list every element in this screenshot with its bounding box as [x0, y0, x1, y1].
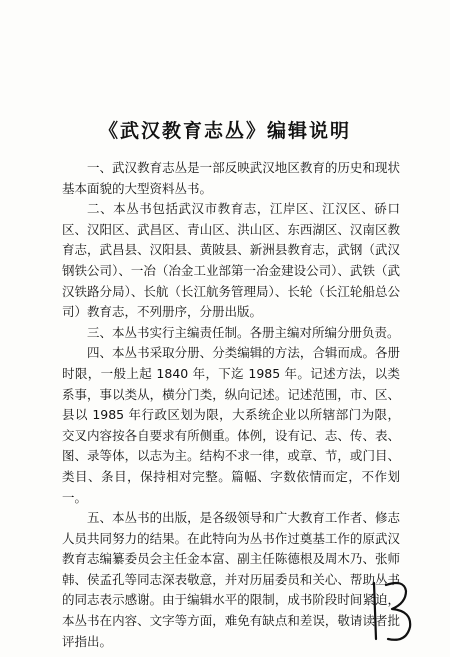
paragraph-5: 五、本丛书的出版，是各级领导和广大教育工作者、修志人员共同努力的结果。在此特向为丛书作过奠基工作的原武汉教育志编纂委员会主任金本富、副主任陈德根及周木乃、张师韩、侯孟孔等同志深表敬意，并对历届委员和关心、帮助丛书的同志表示感谢。由于编辑水平的限制，成书阶段时间紧迫，本丛书在内容、文字等方面，难免有缺点和差误，敬请读者批评指出。 [62, 510, 400, 649]
paragraph-4: 四、本丛书采取分册、分类编辑的方法，合辑而成。各册时限，一般上起 1840 年，下迄 1985 年。记述方法，以类系事，事以类从，横分门类，纵向记述。记述范围，市、区、县以 1985 年行政区划为限，大系统企业以所辖部门为限，交叉内容按各自要求有所侧重。体例，设有记、志、传、表、图、录等体，以志为主。结构不求一律，或章、节，或门目、类目、条目，保持相对完整。篇幅、字数依情而定，不作划一。 [62, 345, 400, 505]
paragraph-1: 一、武汉教育志丛是一部反映武汉地区教育的历史和现状基本面貌的大型资料丛书。 [62, 160, 400, 196]
document-title: 《武汉教育志丛》编辑说明 [98, 120, 351, 142]
paragraph-3: 三、本丛书实行主编责任制。各册主编对所编分册负责。 [87, 324, 400, 340]
handwritten-page-number-drawing [360, 575, 430, 645]
paragraph-2: 二、本丛书包括武汉市教育志，江岸区、江汉区、硚口区、汉阳区、武昌区、青山区、洪山区、东西湖区、汉南区教育志，武昌县、汉阳县、黄陂县、新洲县教育志，武钢（武汉钢铁公司）、一冶（冶金工业部第一冶金建设公司）、武铁（武汉铁路分局）、长航（长江航务管理局）、长轮（长江轮船总公司）教育志，不列册序，分册出版。 [62, 201, 400, 320]
document-body [62, 158, 400, 652]
handwritten-page-number [360, 575, 430, 645]
